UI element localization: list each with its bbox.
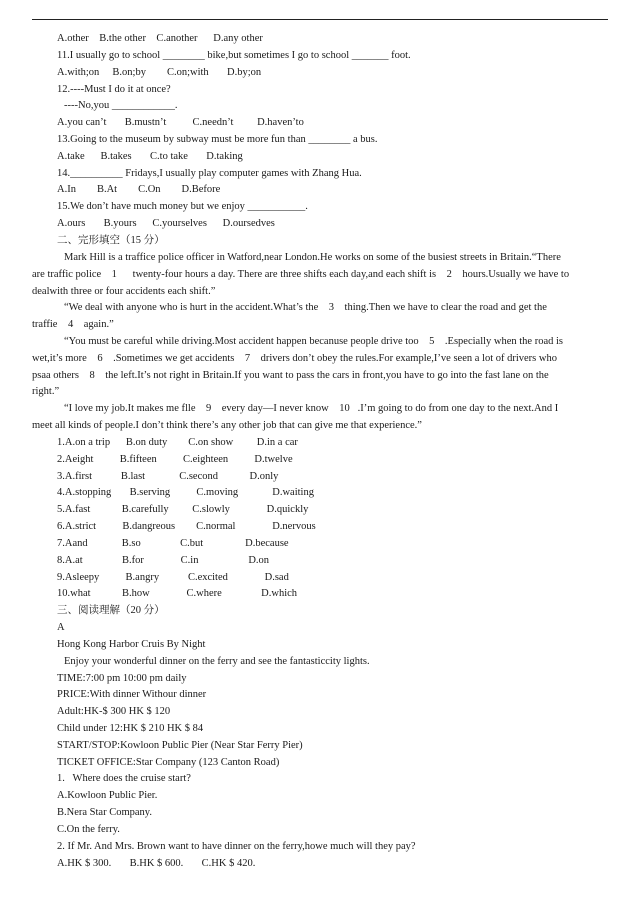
text-line: are traffic police 1 twenty-four hours a day. There are three shifts each day,and each shift is 2 hours.Usually we have to (32, 269, 570, 280)
text-line: Child under 12:HK $ 210 HK $ 84 (57, 723, 204, 734)
text-line: right.” (32, 386, 60, 397)
text-line: Adult:HK-$ 300 HK $ 120 (57, 706, 171, 717)
header-rule (32, 19, 608, 20)
text-line: A (57, 622, 65, 633)
text-line: A.with;on B.on;by C.on;with D.by;on (57, 67, 262, 78)
text-line: 13.Going to the museum by subway must be more fun than ________ a bus. (57, 134, 378, 145)
text-line: 12.----Must I do it at once? (57, 84, 171, 95)
text-line: dealwith three or four accidents each shift.” (32, 286, 216, 297)
section-heading: 三、阅读理解（20 分） (57, 605, 165, 616)
text-line: B.Nera Star Company. (57, 807, 152, 818)
text-line: A.you can’t B.mustn’t C.needn’t D.haven’to (57, 117, 304, 128)
text-line: PRICE:With dinner Withour dinner (57, 689, 207, 700)
section-heading: 二、完形填空（15 分） (57, 235, 165, 246)
text-line: 2. If Mr. And Mrs. Brown want to have dinner on the ferry,howe much will they pay? (57, 841, 416, 852)
text-line: TIME:7:00 pm 10:00 pm daily (57, 673, 187, 684)
text-line: A.In B.At C.On D.Before (57, 184, 221, 195)
text-line: START/STOP:Kowloon Public Pier (Near Star Ferry Pier) (57, 740, 303, 751)
text-line: A.ours B.yours C.yourselves D.oursedves (57, 218, 275, 229)
text-line: Enjoy your wonderful dinner on the ferry and see the fantasticcity lights. (64, 656, 370, 667)
text-line: meet all kinds of people.I don’t think there’s any other job that can give me that experience.” (32, 420, 422, 431)
text-line: 5.A.fast B.carefully C.slowly D.quickly (57, 504, 309, 515)
text-line: 7.Aand B.so C.but D.because (57, 538, 289, 549)
text-line: 9.Asleepy B.angry C.excited D.sad (57, 572, 289, 583)
text-line: 10.what B.how C.where D.which (57, 588, 298, 599)
text-line: ----No,you ____________. (64, 100, 178, 111)
text-line: “I love my job.It makes me flle 9 every day—I never know 10 .I’m going to do from one day to the next.And I (64, 403, 559, 414)
text-line: traffie 4 again.” (32, 319, 114, 330)
text-line: psaa others 8 the left.It’s not right in Britain.If you want to pass the cars in front,you have to go into the fast lane on the (32, 370, 549, 381)
text-line: 2.Aeight B.fifteen C.eighteen D.twelve (57, 454, 293, 465)
text-line: Mark Hill is a traffice police officer in Watford,near London.He works on some of the busiest streets in Britain.“There (64, 252, 561, 263)
text-line: Hong Kong Harbor Cruis By Night (57, 639, 206, 650)
text-line: 14.__________ Fridays,I usually play computer games with Zhang Hua. (57, 168, 362, 179)
text-line: TICKET OFFICE:Star Company (123 Canton Road) (57, 757, 280, 768)
text-line: A.HK $ 300. B.HK $ 600. C.HK $ 420. (57, 858, 256, 869)
text-line: 1.A.on a trip B.on duty C.on show D.in a car (57, 437, 298, 448)
text-line: “You must be careful while driving.Most accident happen becanuse people drive too 5 .Especially when the road is (64, 336, 564, 347)
text-line: A.Kowloon Public Pier. (57, 790, 158, 801)
text-line: A.take B.takes C.to take D.taking (57, 151, 243, 162)
text-line: 4.A.stopping B.serving C.moving D.waiting (57, 487, 314, 498)
text-line: 1. Where does the cruise start? (57, 773, 191, 784)
text-line: wet,it’s more 6 .Sometimes we get accidents 7 drivers don’t obey the rules.For example,I’ve seen a lot of drivers who (32, 353, 557, 364)
text-line: 6.A.strict B.dangreous C.normal D.nervous (57, 521, 316, 532)
text-line: 11.I usually go to school ________ bike,but sometimes I go to school _______ foot. (57, 50, 411, 61)
text-line: “We deal with anyone who is hurt in the accident.What’s the 3 thing.Then we have to clear the road and get the (64, 302, 547, 313)
text-line: 15.We don’t have much money but we enjoy ___________. (57, 201, 308, 212)
text-line: 3.A.first B.last C.second D.only (57, 471, 279, 482)
text-line: C.On the ferry. (57, 824, 120, 835)
text-line: 8.A.at B.for C.in D.on (57, 555, 270, 566)
text-line: A.other B.the other C.another D.any other (57, 33, 263, 44)
